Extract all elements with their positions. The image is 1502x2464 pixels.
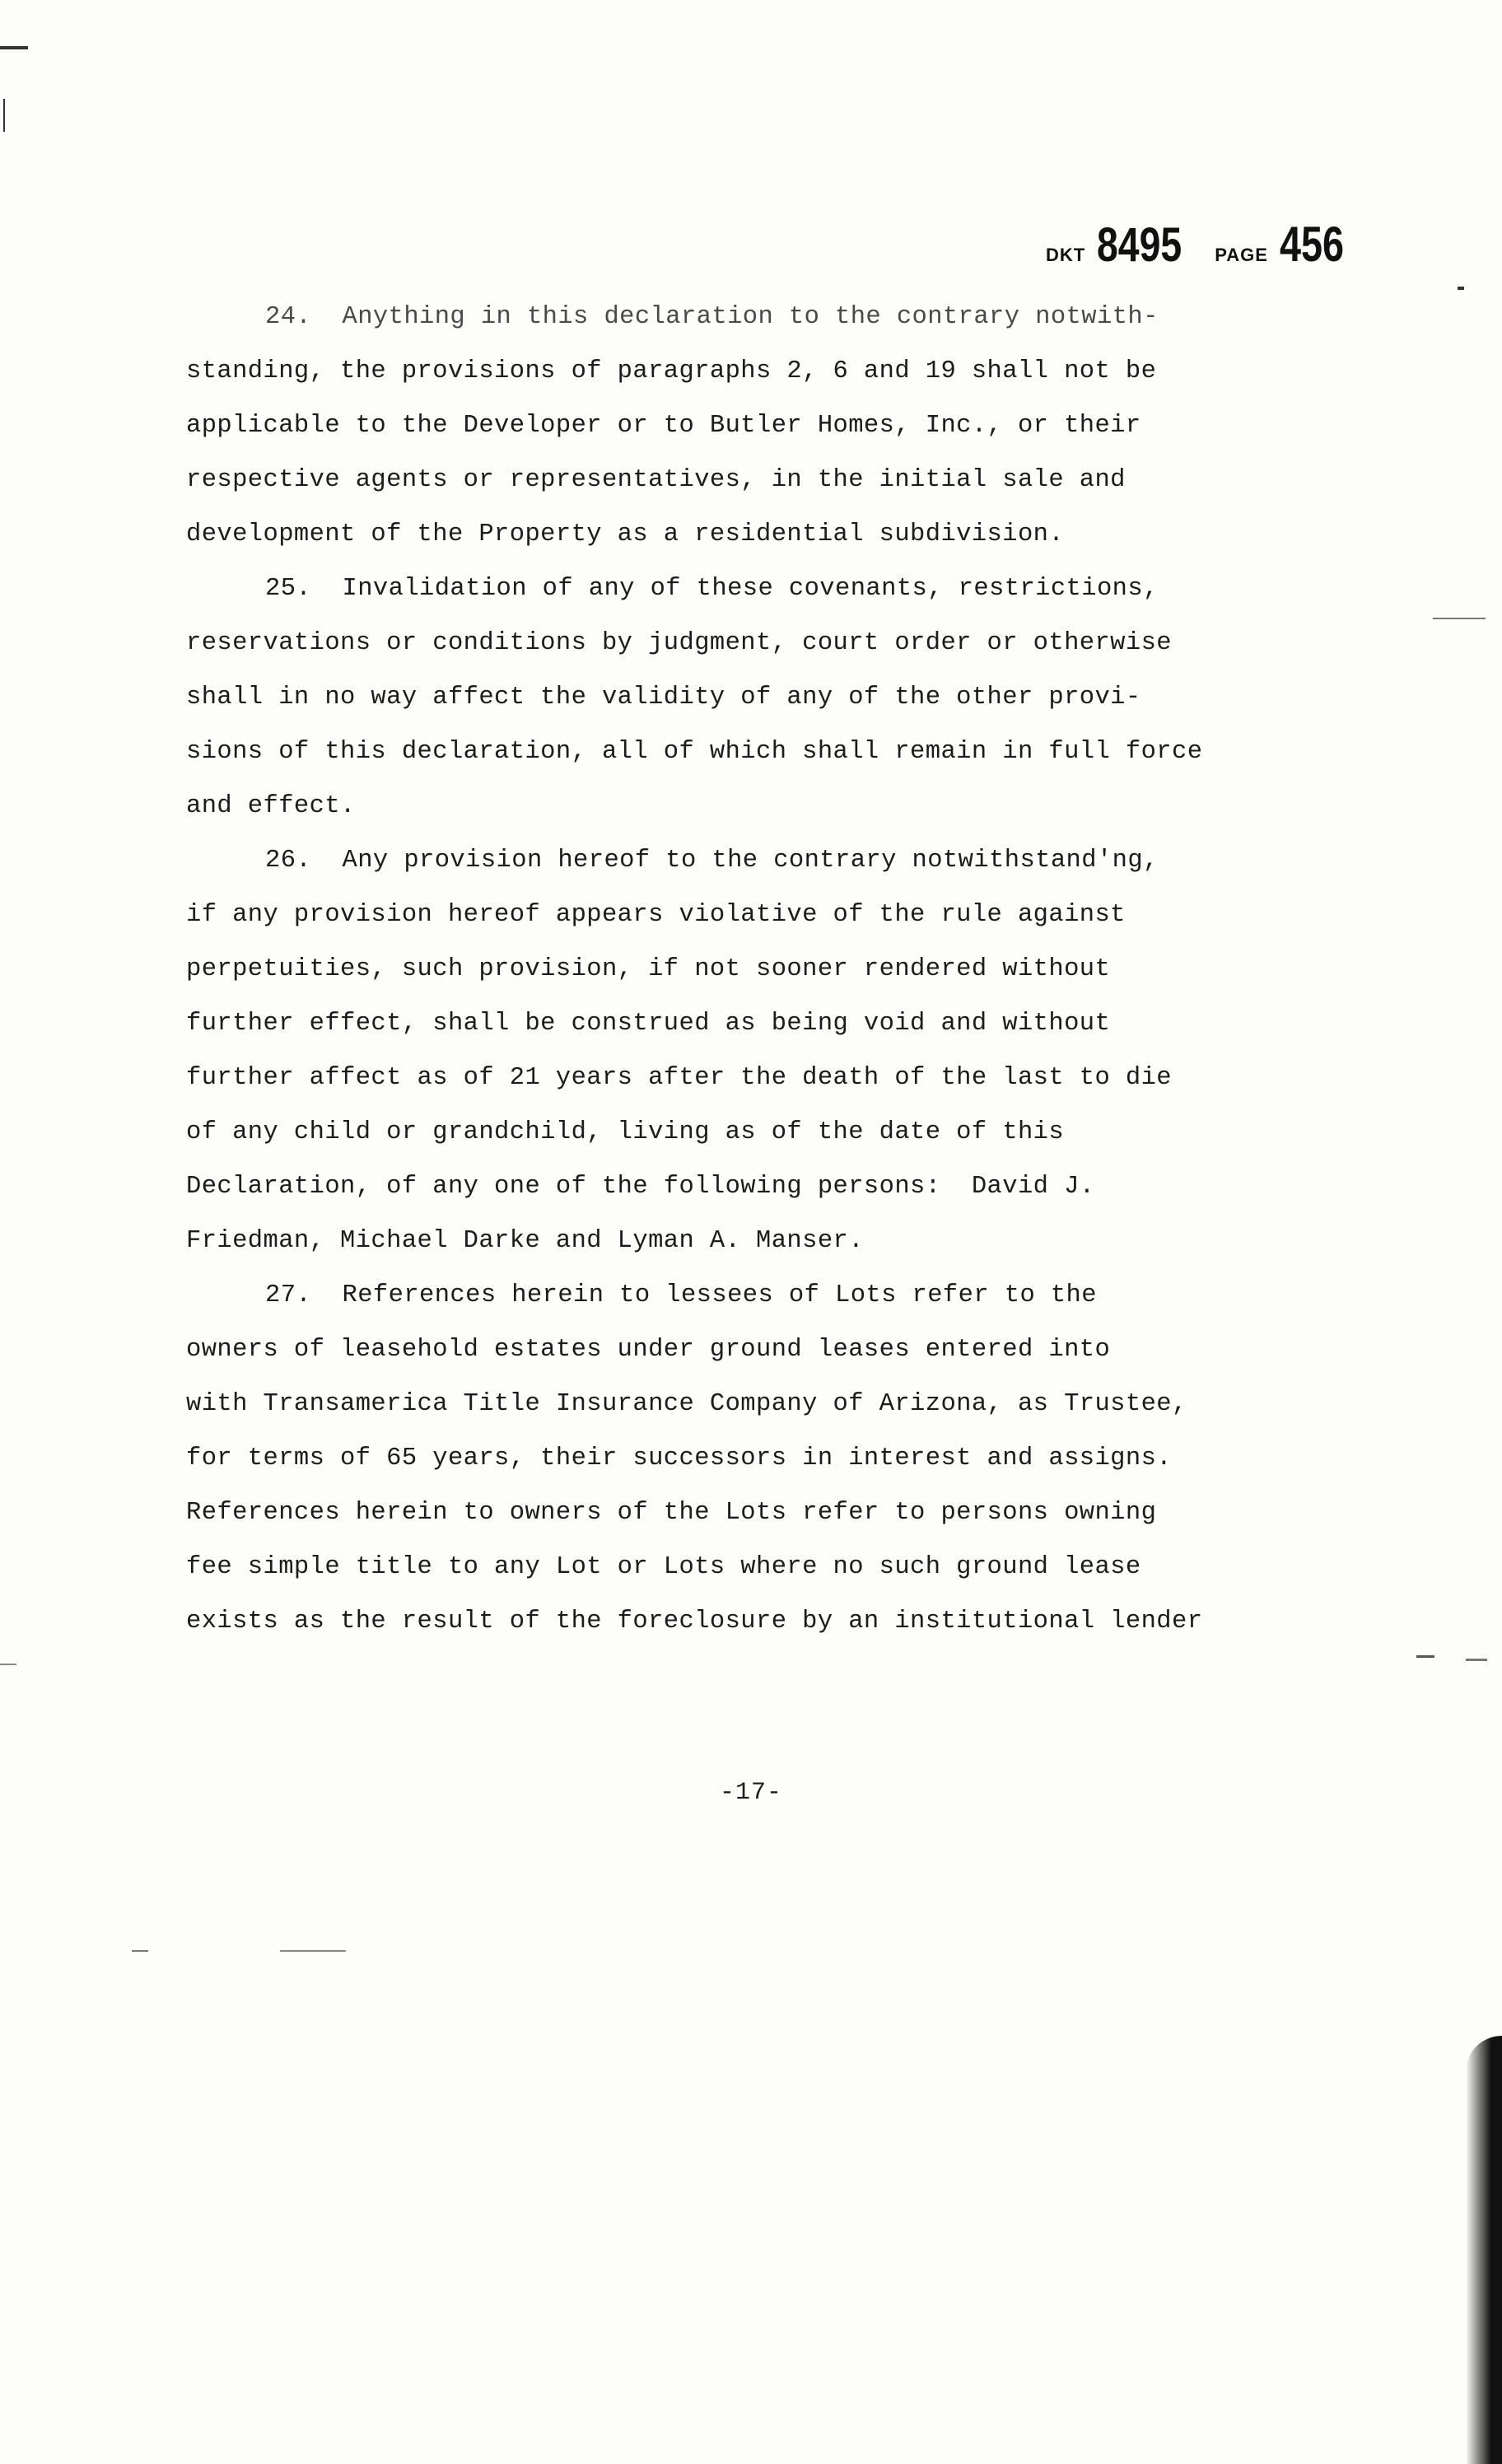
text-line: Friedman, Michael Darke and Lyman A. Manser. (186, 1227, 864, 1255)
text-line: for terms of 65 years, their successors in interest and assigns. (186, 1444, 1172, 1472)
scan-mark (1466, 1659, 1487, 1661)
text-line: further effect, shall be construed as being void and without (186, 1010, 1111, 1038)
text-line: respective agents or representatives, in the initial sale and (186, 466, 1126, 494)
paragraph-24 (186, 290, 1290, 562)
scan-edge-shadow (1466, 2036, 1502, 2464)
text-line: and effect. (186, 792, 356, 820)
page-label: PAGE (1215, 245, 1268, 265)
declaration-body (186, 290, 1290, 1649)
paragraph-26 (186, 833, 1290, 1268)
scan-mark (132, 1950, 148, 1952)
scan-mark (280, 1950, 346, 1952)
paragraph-27 (186, 1268, 1290, 1649)
text-line: 25. Invalidation of any of these covenants, restrictions, (265, 575, 1159, 603)
text-line: perpetuities, such provision, if not sooner rendered without (186, 955, 1111, 983)
text-line: development of the Property as a residential subdivision. (186, 520, 1065, 548)
text-line: reservations or conditions by judgment, court order or otherwise (186, 629, 1172, 657)
text-line: Declaration, of any one of the following persons: David J. (186, 1173, 1095, 1201)
text-line: exists as the result of the foreclosure by an institutional lender (186, 1608, 1203, 1636)
paragraph-25 (186, 562, 1290, 833)
text-line: sions of this declaration, all of which shall remain in full force (186, 738, 1203, 766)
text-line: applicable to the Developer or to Butler Homes, Inc., or their (186, 412, 1141, 440)
text-line: fee simple title to any Lot or Lots where no such ground lease (186, 1553, 1141, 1581)
text-line: standing, the provisions of paragraphs 2, 6 and 19 shall not be (186, 357, 1157, 385)
text-line: 24. Anything in this declaration to the contrary notwith- (265, 303, 1159, 331)
scan-mark (0, 1664, 16, 1665)
text-line: 26. Any provision hereof to the contrary notwithstand'ng, (265, 847, 1159, 875)
page-number-stamp: 456 (1279, 217, 1345, 272)
book-label: DKT (1046, 245, 1086, 265)
book-number: 8495 (1097, 218, 1182, 272)
scan-mark (3, 99, 5, 132)
text-line: shall in no way affect the validity of any of the other provi- (186, 684, 1141, 712)
scan-mark (1458, 287, 1464, 290)
text-line: further affect as of 21 years after the death of the last to die (186, 1064, 1172, 1092)
text-line: owners of leasehold estates under ground leases entered into (186, 1336, 1111, 1364)
scan-mark (1416, 1655, 1434, 1658)
text-line: References herein to owners of the Lots refer to persons owning (186, 1499, 1157, 1527)
scan-mark (1433, 618, 1486, 619)
text-line: of any child or grandchild, living as of the date of this (186, 1118, 1065, 1146)
recording-stamp (1046, 216, 1345, 273)
text-line: 27. References herein to lessees of Lots refer to the (265, 1281, 1097, 1309)
text-line: with Transamerica Title Insurance Company of Arizona, as Trustee, (186, 1390, 1187, 1418)
scan-mark (0, 46, 28, 49)
page-footer-number: -17- (719, 1779, 782, 1807)
text-line: if any provision hereof appears violative of the rule against (186, 901, 1126, 929)
